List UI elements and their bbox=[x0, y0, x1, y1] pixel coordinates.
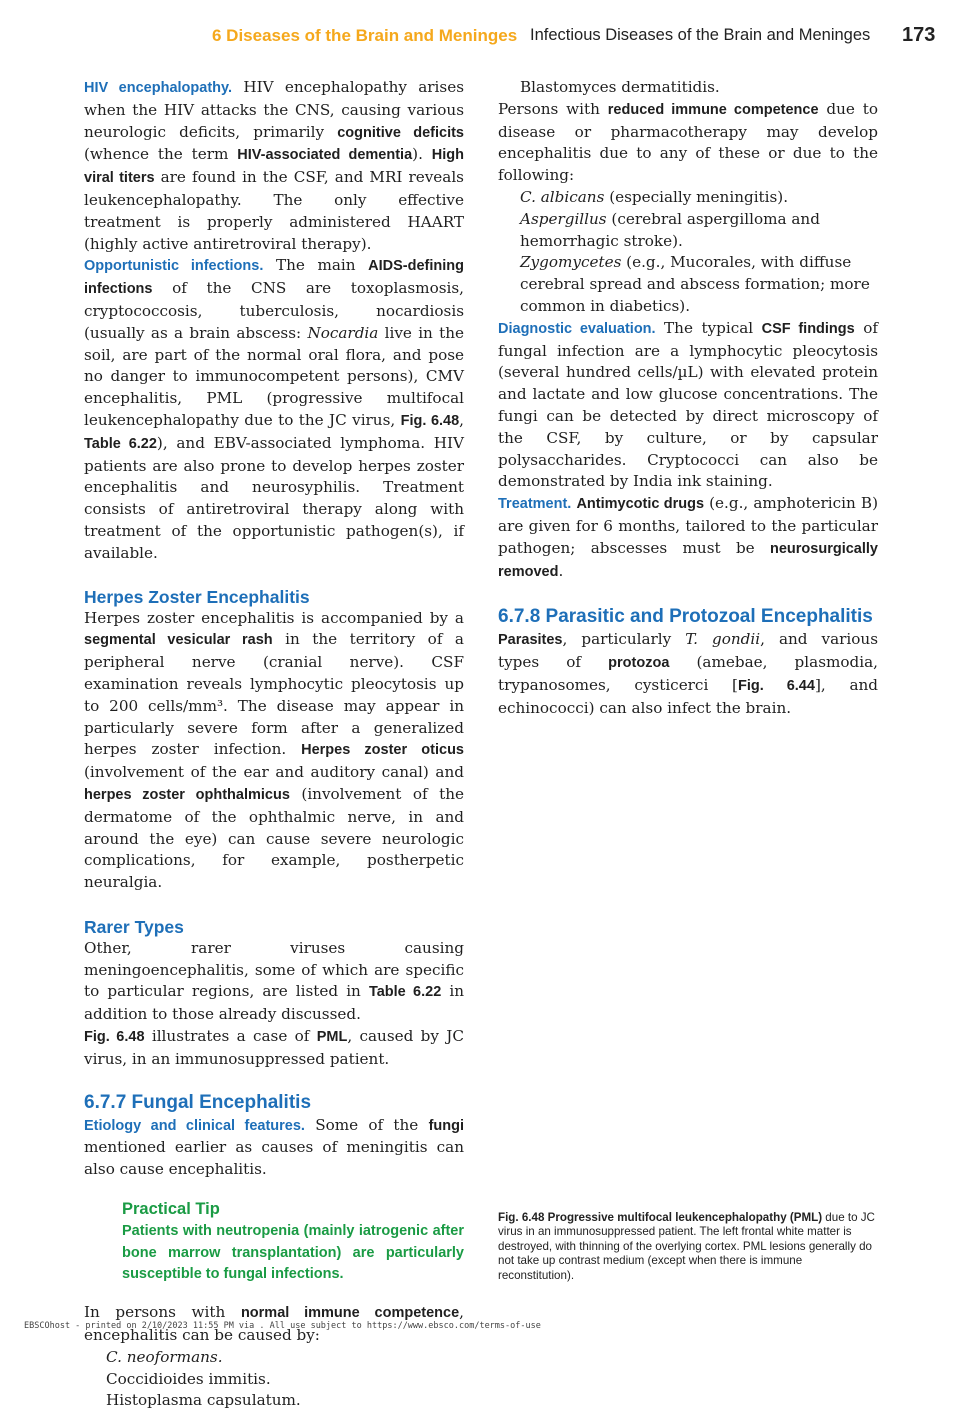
paragraph-fungal-etiology: Etiology and clinical features. Some of the fungi mentioned earlier as causes of meningitis can also cause encephalitis. bbox=[84, 1115, 464, 1179]
paragraph-diagnostic-evaluation: Diagnostic evaluation. The typical CSF findings of fungal infection are a lymphocytic pleocytosis (several hundred cells/µL) with elevated protein and lactate and low glucose concentrations. The fungi can be detected by direct microscopy of the CSF, by culture, or by capsular polysaccharides. Cryptococci can also be demonstrated by India ink staining. bbox=[498, 318, 878, 491]
right-column bbox=[498, 77, 878, 720]
figure-reference[interactable]: Fig. 6.48 bbox=[400, 412, 460, 429]
figure-caption bbox=[498, 1211, 878, 1283]
paragraph-parasitic: Parasites, particularly T. gondii, and various types of protozoa (amebae, plasmodia, trypanosomes, cysticerci [Fig. 6.44], and echinococci) can also infect the brain. bbox=[498, 630, 878, 717]
list-item: Blastomyces dermatitidis. bbox=[520, 78, 720, 96]
list-item: Aspergillus (cerebral aspergilloma and hemorrhagic stroke). bbox=[520, 209, 820, 250]
list-item: Zygomycetes (e.g., Mucorales, with diffuse cerebral spread and abscess formation; more common in diabetics). bbox=[520, 253, 870, 315]
heading-herpes-zoster: Herpes Zoster Encephalitis bbox=[84, 586, 310, 607]
heading-parasitic-encephalitis: 6.7.8 Parasitic and Protozoal Encephalitis bbox=[498, 606, 873, 628]
paragraph-herpes-zoster: Herpes zoster encephalitis is accompanied by a segmental vesicular rash in the territory of a peripheral nerve (cranial nerve). CSF examination reveals lymphocytic pleocytosis up to 200 cells/mm³. The disease may appear in particularly severe form after a generalized herpes zoster infection. Herpes zoster oticus (involvement of the ear and auditory canal) and herpes zoster ophthalmicus (involvement of the dermatome of the ophthalmic nerve, in and around the eye) can cause severe neurologic complications, for example, postherpetic neuralgia. bbox=[84, 608, 465, 892]
run-in-heading: Opportunistic infections. bbox=[84, 258, 264, 275]
print-footer: EBSCOhost - printed on 2/10/2023 11:55 PM via . All use subject to https://www.ebsco.com/terms-of-use bbox=[24, 1321, 541, 1331]
table-reference[interactable]: Table 6.22 bbox=[368, 984, 442, 1001]
run-in-heading: Etiology and clinical features. bbox=[84, 1117, 305, 1134]
run-in-heading: Diagnostic evaluation. bbox=[498, 320, 656, 337]
figure-reference[interactable]: Fig. 6.44 bbox=[737, 677, 815, 694]
practical-tip-box bbox=[122, 1199, 464, 1286]
paragraph-reduced-immune: Persons with reduced immune competence due to disease or pharmacotherapy may develop encephalitis due to any of these or due to the following: bbox=[498, 99, 878, 185]
section-title: Infectious Diseases of the Brain and Meninges bbox=[530, 26, 871, 44]
running-header bbox=[0, 22, 956, 52]
table-reference[interactable]: Table 6.22 bbox=[84, 435, 157, 452]
list-item: C. neoformans. bbox=[106, 1347, 223, 1366]
list-item: Histoplasma capsulatum. bbox=[106, 1391, 301, 1410]
list-item: Coccidioides immitis. bbox=[106, 1369, 271, 1388]
run-in-heading: Treatment. bbox=[498, 496, 572, 513]
paragraph-normal-immune: In persons with normal immune competence, encephalitis can be caused by: bbox=[84, 1303, 464, 1345]
heading-rarer-types: Rarer Types bbox=[84, 916, 184, 937]
practical-tip-text: Patients with neutropenia (mainly iatrogenic after bone marrow transplantation) are particularly susceptible to fungal infections. bbox=[122, 1222, 464, 1283]
left-column bbox=[84, 77, 464, 1412]
run-in-heading: HIV encephalopathy. bbox=[84, 80, 233, 96]
paragraph-opportunistic-infections: Opportunistic infections. The main AIDS-defining infections of the CNS are toxoplasmosis, cryptococcosis, tuberculosis, nocardiosis (usually as a brain abscess: Nocardia live in the soil, are part of the normal oral flora, and pose no danger to immunocompetent persons), CMV encephalitis, PML (progressive multifocal leukencephalopathy due to the JC virus, Fig. 6.48, Table 6.22), and EBV-associated lymphoma. HIV patients are also prone to develop herpes zoster encephalitis and neurosyphilis. Treatment consists of antiretroviral therapy along with treatment of the opportunistic pathogen(s), if available. bbox=[84, 256, 464, 562]
paragraph-treatment: Treatment. Antimycotic drugs (e.g., amphotericin B) are given for 6 months, tailored to the particular pathogen; abscesses must be neurosurgically removed. bbox=[498, 494, 878, 580]
caption-text: due to JC virus in an immunosuppressed patient. The left frontal white matter is destroyed, with thinning of the overlying cortex. PML lesions generally do not take up contrast medium (except when there is immune reconstitution). bbox=[498, 1211, 875, 1282]
heading-fungal-encephalitis: 6.7.7 Fungal Encephalitis bbox=[84, 1091, 312, 1113]
figure-reference[interactable]: Fig. 6.48 bbox=[84, 1029, 145, 1046]
paragraph-rarer-types: Other, rarer viruses causing meningoencephalitis, some of which are specific to particular regions, are listed in Table 6.22 in addition to those already discussed. bbox=[84, 938, 465, 1024]
caption-title: Fig. 6.48 Progressive multifocal leukencephalopathy (PML) bbox=[498, 1211, 823, 1224]
chapter-title: 6 Diseases of the Brain and Meninges bbox=[212, 26, 518, 45]
page-number: 173 bbox=[902, 24, 936, 46]
list-item: C. albicans (especially meningitis). bbox=[520, 187, 789, 206]
practical-tip-title: Practical Tip bbox=[122, 1200, 220, 1219]
paragraph-hiv-encephalopathy: HIV encephalopathy. HIV encephalopathy arises when the HIV attacks the CNS, causing various neurologic deficits, primarily cognitive deficits (whence the term HIV-associated dementia). High viral titers are found in the CSF, and MRI reveals leukencephalopathy. The only effective treatment is properly administered HAART (highly active antiretroviral therapy). bbox=[84, 78, 465, 253]
paragraph-pml: Fig. 6.48 illustrates a case of PML, caused by JC virus, in an immunosuppressed patient. bbox=[84, 1027, 464, 1068]
